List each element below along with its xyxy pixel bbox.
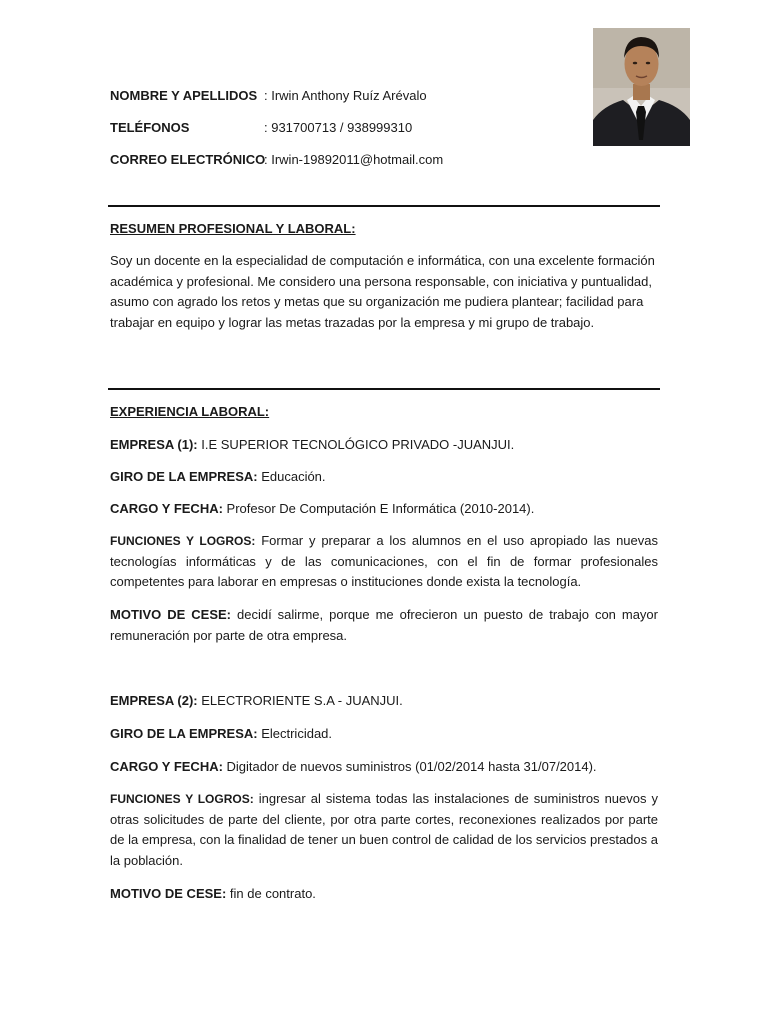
name-value: : Irwin Anthony Ruíz Arévalo — [264, 88, 427, 103]
job-role-value: Digitador de nuevos suministros (01/02/2014 hasta 31/07/2014). — [222, 759, 597, 774]
divider — [108, 205, 660, 207]
summary-text: Soy un docente en la especialidad de computación e informática, con una excelente formación académica y profesional. Me considero una persona responsable, con iniciativa y puntualidad, asumo con agrado los retos y metas que su organización me pudiera plantear; facilidad para trabajar en equipo y lograr las metas trazadas por la empresa y mi grupo de trabajo. — [110, 253, 655, 330]
job-exit — [110, 605, 658, 646]
job-functions-label: FUNCIONES Y LOGROS: — [110, 534, 256, 548]
divider — [108, 388, 660, 390]
job-company-label: EMPRESA (1): — [110, 437, 198, 452]
job-exit-value: decidí salirme, porque me ofrecieron un puesto de trabajo con mayor remuneración por parte de otra empresa. — [110, 607, 658, 643]
job-role — [110, 759, 597, 775]
phone-label: TELÉFONOS — [110, 120, 190, 135]
job-exit-value: fin de contrato. — [226, 886, 316, 901]
job-company — [110, 693, 403, 709]
job-sector-value: Electricidad. — [257, 726, 333, 741]
job-sector-value: Educación. — [257, 469, 326, 484]
phone-value: : 931700713 / 938999310 — [264, 120, 413, 135]
job-role-label: CARGO Y FECHA: — [110, 501, 223, 516]
job-role — [110, 501, 534, 517]
profile-photo — [593, 28, 690, 146]
job-company — [110, 437, 514, 453]
job-company-label: EMPRESA (2): — [110, 693, 198, 708]
job-sector — [110, 469, 326, 485]
email-row — [110, 152, 443, 168]
job-exit — [110, 886, 316, 902]
job-functions-value: Formar y preparar a los alumnos en el uso apropiado las nuevas tecnologías informáticas y de las comunicaciones, con el fin de formar profesionales competentes para laborar en empresas o instituciones donde exista la tecnología. — [110, 533, 658, 590]
summary-title: RESUMEN PROFESIONAL Y LABORAL: — [110, 221, 356, 236]
job-functions-label: FUNCIONES Y LOGROS: — [110, 792, 254, 806]
job-sector-label: GIRO DE LA EMPRESA: — [110, 726, 258, 741]
job-sector-label: GIRO DE LA EMPRESA: — [110, 469, 258, 484]
job-role-value: Profesor De Computación E Informática (2010-2014). — [222, 501, 535, 516]
job-functions-value: ingresar al sistema todas las instalaciones de suministros nuevos y otras solicitudes de parte del cliente, por otra parte cortes, reconexiones realizados por parte de la empresa, con la finalidad de tener un buen control de calidad de los servicios prestados a la población. — [110, 791, 659, 868]
experience-title: EXPERIENCIA LABORAL: — [110, 404, 270, 419]
name-row — [110, 88, 427, 104]
job-sector — [110, 726, 332, 742]
phone-row — [110, 120, 412, 136]
job-functions — [110, 531, 658, 593]
job-role-label: CARGO Y FECHA: — [110, 759, 223, 774]
portrait-illustration — [593, 28, 690, 146]
job-company-value: ELECTRORIENTE S.A - JUANJUI. — [197, 693, 403, 708]
email-label: CORREO ELECTRÓNICO — [110, 152, 266, 167]
name-label: NOMBRE Y APELLIDOS — [110, 88, 258, 103]
job-company-value: I.E SUPERIOR TECNOLÓGICO PRIVADO -JUANJUI. — [197, 437, 515, 452]
job-exit-label: MOTIVO DE CESE: — [110, 886, 227, 901]
email-value: : Irwin-19892011@hotmail.com — [264, 152, 444, 167]
job-functions — [110, 789, 658, 871]
job-exit-label: MOTIVO DE CESE: — [110, 607, 232, 622]
